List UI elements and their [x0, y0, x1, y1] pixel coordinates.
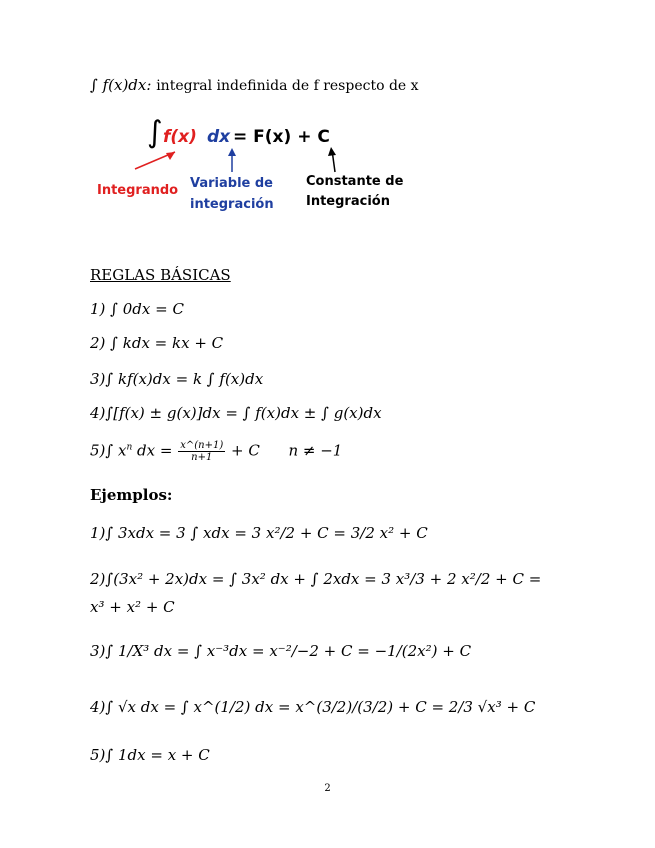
regla-3: 3)∫ kf(x)dx = k ∫ f(x)dx	[90, 370, 264, 388]
regla-5-den: n+1	[191, 452, 213, 463]
regla-5-suffix: + C n ≠ −1	[231, 441, 343, 460]
label-constante-2: Integración	[306, 194, 390, 209]
diagram-fx: f(x)	[163, 127, 197, 147]
regla-5-fraction	[178, 440, 225, 463]
regla-5-mid: dx =	[137, 441, 173, 460]
integral-definition-diagram	[95, 112, 415, 222]
page-number: 2	[324, 783, 331, 794]
label-constante-1: Constante de	[306, 174, 404, 189]
label-variable-1: Variable de	[190, 176, 273, 191]
regla-2: 2) ∫ kdx = kx + C	[90, 334, 224, 352]
ejemplo-5: 5)∫ 1dx = x + C	[90, 746, 210, 764]
reglas-heading: REGLAS BÁSICAS	[90, 266, 231, 284]
diagram-integral-sign: ∫	[147, 115, 163, 150]
diagram-rhs: = F(x) + C	[233, 127, 330, 147]
label-integrando: Integrando	[97, 183, 179, 198]
ejemplo-4: 4)∫ √x dx = ∫ x^(1/2) dx = x^(3/2)/(3/2) + C = 2/3 √x³ + C	[90, 698, 536, 716]
regla-5-prefix: 5)∫ x	[90, 441, 127, 460]
ejemplos-heading: Ejemplos:	[90, 486, 173, 504]
regla-5-num: x^(n+1)	[180, 440, 224, 451]
intro-line	[90, 76, 419, 94]
regla-1: 1) ∫ 0dx = C	[90, 300, 184, 318]
diagram-dx: dx	[207, 127, 231, 147]
ejemplo-2b: x³ + x² + C	[90, 598, 175, 616]
ejemplo-1: 1)∫ 3xdx = 3 ∫ xdx = 3 x²/2 + C = 3/2 x² + C	[90, 524, 428, 542]
intro-formula: ∫ f(x)dx:	[90, 76, 152, 94]
regla-4: 4)∫[f(x) ± g(x)]dx = ∫ f(x)dx ± ∫ g(x)dx	[90, 404, 382, 422]
regla-5-exp: n	[126, 442, 133, 453]
ejemplo-2a: 2)∫(3x² + 2x)dx = ∫ 3x² dx + ∫ 2xdx = 3 x³/3 + 2 x²/2 + C =	[90, 570, 542, 588]
ejemplo-3: 3)∫ 1/X³ dx = ∫ x⁻³dx = x⁻²/−2 + C = −1/(2x²) + C	[90, 642, 472, 660]
regla-5	[90, 440, 342, 463]
label-variable-2: integración	[190, 197, 274, 212]
intro-text: integral indefinida de f respecto de x	[156, 78, 419, 94]
